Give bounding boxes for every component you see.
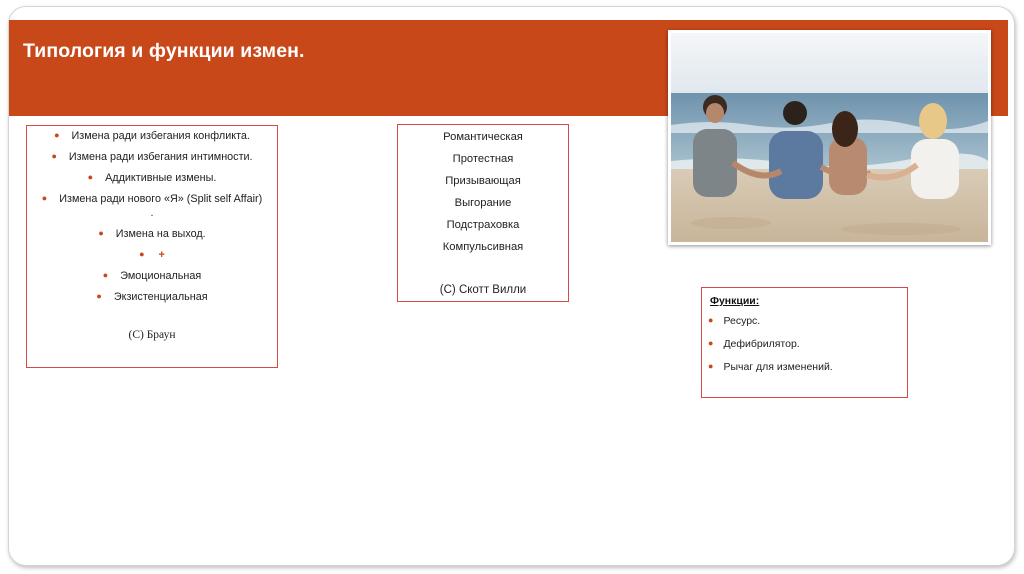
functions-box [701,287,908,398]
braun-typology-list [27,128,277,310]
willi-typology-box [397,124,569,302]
list-item: Призывающая [445,175,521,187]
bullet-icon: ● [708,315,714,325]
braun-author: (C) Браун [128,329,176,341]
list-item: ● Дефибрилятор. [708,338,800,350]
list-item: Компульсивная [442,241,524,253]
list-item: Подстраховка [446,219,520,231]
list-item: ● Аддиктивные измены. [87,172,217,184]
beach-photo [668,30,991,245]
bullet-icon: ● [87,172,94,182]
list-item: Романтическая [443,131,523,143]
list-item: ● Эмоциональная [102,270,202,282]
willi-typology-list [398,130,568,262]
slide-title: Типология и функции измен. [23,40,305,62]
list-item: ● Измена на выход. [98,228,206,240]
list-item: ● Измена ради избегания конфликта. [54,130,250,142]
functions-list [708,314,833,383]
list-item: ● Измена ради нового «Я» (Split self Affair) . [41,193,263,219]
beach-photo-image [671,33,988,242]
bullet-icon: ● [54,130,60,140]
bullet-icon: ● [102,270,109,280]
list-item: ● Измена ради избегания интимности. [51,151,253,163]
bullet-icon: ● [96,291,102,301]
list-item: Выгорание [454,197,512,209]
list-item: ● Рычаг для изменений. [708,361,833,373]
braun-typology-box [26,125,278,368]
willi-author: (С) Скотт Вилли [439,284,527,296]
bullet-icon: ● [41,193,48,203]
list-item: ● + [139,249,165,261]
bullet-icon: ● [51,151,57,161]
bullet-icon: ● [98,228,104,238]
list-item: ● Экзистенциальная [96,291,208,303]
list-item: Протестная [452,153,514,165]
bullet-icon: ● [708,361,714,371]
bullet-icon: ● [708,338,714,348]
bullet-icon: ● [139,249,145,259]
functions-title: Функции: [710,295,760,307]
list-item: ● Ресурс. [708,315,761,327]
